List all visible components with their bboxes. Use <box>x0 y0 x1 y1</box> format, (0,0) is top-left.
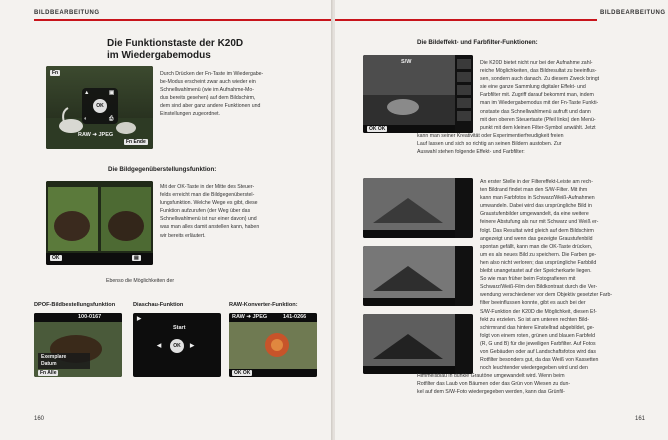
fn-end-label: Fn Ende <box>126 139 146 145</box>
text-line: Rotfilter besonders gut, da das Weiß von Kassetten <box>480 357 599 364</box>
crop-icon: ▣ <box>109 90 115 96</box>
lcd-effect-screenshot <box>363 55 473 133</box>
raw-jpeg-label: RAW ➜ JPEG <box>78 132 114 138</box>
running-header-right: BILDBEARBEITUNG <box>600 10 666 16</box>
text-line: Einstellungen zugeordnet. <box>160 111 220 118</box>
effect-ok: OK OK <box>369 126 386 132</box>
page-title-line2: im Wiedergabemodus <box>107 50 211 61</box>
header-rule-left <box>34 19 332 21</box>
text-line: Rotfilter das Laub von Bäumen oder das Grün von Wiesen zu dun- <box>417 381 571 388</box>
dpof-fn-all: Fn Alle <box>40 370 57 376</box>
text-line: wir bereits erläutert. <box>160 232 206 239</box>
page-number-left: 160 <box>34 416 45 422</box>
page-title <box>107 38 243 62</box>
text-line: folgt von einem roten, grünen und blauen Farbfeld <box>480 332 596 339</box>
text-line: umwandeln. Dabei wird das ursprüngliche Bild in <box>480 203 592 210</box>
lcd-bw-filter-2 <box>363 246 473 306</box>
dpof-icon: ⎙ <box>109 116 114 122</box>
flower-photo <box>229 313 317 377</box>
prev-arrow-icon: ◀ <box>157 343 162 349</box>
text-line: lungsfunktion. Welche Wege es gibt, diese <box>160 200 258 207</box>
text-line: punkt mit dem kleinen Filter-Symbol anwählt. Jetzt <box>480 124 596 131</box>
filter-icon: ◐ <box>84 116 88 122</box>
text-line: angezeigt und wenn das gezeigte Graustufenbild <box>480 235 593 242</box>
text-line: hen also nicht verloren; das ursprüngliche Farbbild <box>480 259 597 266</box>
text-line: Mit der OK-Taste in der Mitte des Steuer- <box>160 184 255 190</box>
left-page <box>0 0 333 440</box>
text-line: feinere Abstufung als nur mit Schwarz und Weiß er- <box>480 219 599 226</box>
bw-landscape-photo <box>363 55 473 133</box>
text-line: schirmrand das hintere Einstellrad abgebildet, ge- <box>480 324 595 331</box>
bw-hut-photo-green <box>363 314 473 374</box>
effect-label: S/W <box>401 59 412 65</box>
text-line: ten Bildrand findet man den S/W-Filter. Mit ihm <box>480 187 588 194</box>
play-icon: ▶ <box>137 316 142 322</box>
text-line: man im Wiedergabemodus mit der Fn-Taste Funkti- <box>480 100 599 107</box>
text-line: Auswahl stehen folgende Effekt- und Farbfilter: <box>417 149 525 156</box>
lcd-dpof-screenshot <box>34 313 122 377</box>
text-line: was man alles damit anstellen kann, haben <box>160 224 260 231</box>
bw-hut-photo-red <box>363 246 473 306</box>
section-title-comparison: Die Bildgegenüberstellungsfunktion: <box>108 166 217 173</box>
text-line: kel auf dem S/W-Foto wiedergegeben werden, kann das Grünfil- <box>417 389 565 396</box>
text-line: filter beeinflussen konnte, gibt es auch bei der <box>480 300 586 307</box>
ok-label: OK <box>52 255 60 261</box>
ok-button[interactable]: OK <box>93 99 107 113</box>
bw-filter-paragraph-cont <box>417 372 647 396</box>
text-line: um es als neues Bild zu speichern. Die Farben ge- <box>480 251 597 258</box>
text-line: bleibt unangetastet auf der Speicherkarte liegen. <box>480 268 592 275</box>
page-title-line1: Die Funktionstaste der K20D <box>107 38 244 49</box>
raw-ok: OK OK <box>234 370 251 376</box>
dpof-date: Datum <box>41 361 57 367</box>
text-line: mit den oberen Steuertaste (Pfeil links) den Menü- <box>480 116 596 123</box>
intro-paragraph <box>160 70 270 119</box>
bw-hut-photo <box>363 178 473 238</box>
text-line: spontan gefällt, kann man die OK-Taste drücken, <box>480 243 593 250</box>
effects-intro-paragraph-cont <box>417 132 647 156</box>
text-line: felds erreicht man die Bildgegenüberstel- <box>160 192 255 199</box>
text-line: reiche Möglichkeiten, das Bildresultat zu beeinflus- <box>480 68 597 75</box>
text-line: Himmelsblau in dunkle Grautöne umgewandelt wird. Wenn beim <box>417 373 565 379</box>
caption-raw: RAW-Konverter-Funktion: <box>229 302 298 308</box>
up-arrow-icon: ▲ <box>84 90 90 96</box>
more-text: Ebenso die Möglichkeiten der <box>106 278 175 284</box>
text-line: von Gebäuden oder auf Landschaftsfotos wird das <box>480 348 596 355</box>
right-page <box>335 0 668 440</box>
text-line: onstaste das Schnellwahlmenü aufruft und dann <box>480 108 591 115</box>
running-header-left: BILDBEARBEITUNG <box>34 10 100 16</box>
raw-counter: 141-0266 <box>283 314 307 320</box>
text-line: Schnellwahlmenü (wie im Aufnahme-Mo- <box>160 87 254 94</box>
text-line: S/W-Funktion der K20D die Möglichkeit, diesen Ef- <box>480 308 597 315</box>
lcd-raw-screenshot <box>229 313 317 377</box>
text-line: (R, G und B) für die jeweiligen Farbfilter. Auf Fotos <box>480 340 596 347</box>
lcd-bw-filter-1 <box>363 178 473 238</box>
text-line: be-Modus erscheint zwar auch wieder ein <box>160 79 256 86</box>
text-line: Farbfilter mit. Zugriff darauf bekommt man, indem <box>480 92 594 99</box>
text-line: sie eine ganze Sammlung digitaler Effekt- und <box>480 84 586 91</box>
slideshow-start: Start <box>173 325 186 331</box>
text-line: Graustufenbilder umgewandelt, da eine weitere <box>480 211 589 218</box>
fn-label: Fn <box>52 70 59 76</box>
text-line: kann man seiner Kreativität oder Experimentierfreudigkeit freien <box>417 133 564 139</box>
text-line: fekt zu erzielen. So ist am unteren rechten Bild- <box>480 316 589 323</box>
comparison-photos <box>46 181 153 265</box>
next-arrow-icon: ▶ <box>190 343 195 349</box>
text-line: Die K20D bietet nicht nur bei der Aufnahme zahl- <box>480 60 593 66</box>
text-line: dus bereits gesehen) auf dem Bildschirm, <box>160 95 256 102</box>
slideshow-ok-button[interactable]: OK <box>170 339 184 353</box>
caption-dpof: DPOF-Bildbestellungsfunktion <box>34 302 116 308</box>
lcd-fn-menu-screenshot <box>46 66 153 149</box>
text-line: folgt. Das Resultat wird gleich auf dem Bildschirm <box>480 227 594 234</box>
lcd-bw-filter-3 <box>363 314 473 374</box>
section-title-effects: Die Bildeffekt- und Farbfilter-Funktionen: <box>417 39 538 46</box>
text-line: So wie man früher beim Fotografieren mit <box>480 276 576 283</box>
text-line: sen, sondern auch danach. Zu diesem Zweck bringt <box>480 76 600 83</box>
text-line: Schnellwahlmenü ist nur einer davon) und <box>160 216 257 223</box>
dpof-counter: 100-0167 <box>78 314 102 320</box>
dpof-copies: Exemplare <box>41 354 67 360</box>
bison-photo <box>34 313 122 377</box>
page-number-right: 161 <box>635 416 646 422</box>
text-line: noch leuchtender wiedergegeben wird und den <box>480 365 588 372</box>
text-line: Lauf lassen und sich so richtig an seinen Bildern austoben. Zur <box>417 141 562 148</box>
menu-label: ▤ <box>134 255 139 261</box>
header-rule-right <box>335 19 597 21</box>
text-line: dem sind aber ganz andere Funktionen und <box>160 103 261 110</box>
effects-intro-paragraph <box>480 59 638 132</box>
lcd-slideshow-screenshot <box>133 313 221 377</box>
raw-top-label: RAW ➜ JPEG <box>232 314 268 320</box>
text-line: Schwarz/Weiß-Film den Bildkontrast durch die Ver- <box>480 284 598 291</box>
text-line: Funktion aufzurufen (der Weg über das <box>160 208 251 215</box>
bw-filter-paragraph <box>480 178 644 372</box>
comparison-paragraph <box>160 183 270 240</box>
text-line: An erster Stelle in der Filtereffekt-Leiste am rech- <box>480 179 593 185</box>
text-line: Durch Drücken der Fn-Taste im Wiedergabe- <box>160 71 264 77</box>
lcd-comparison-screenshot <box>46 181 153 265</box>
text-line: wendung verschiedener vor dem Objektiv gesetzter Farb- <box>480 292 613 299</box>
text-line: kann man Farbfotos in Schwarz/Weiß-Aufnahmen <box>480 195 595 202</box>
caption-slideshow: Diaschau-Funktion <box>133 302 184 308</box>
